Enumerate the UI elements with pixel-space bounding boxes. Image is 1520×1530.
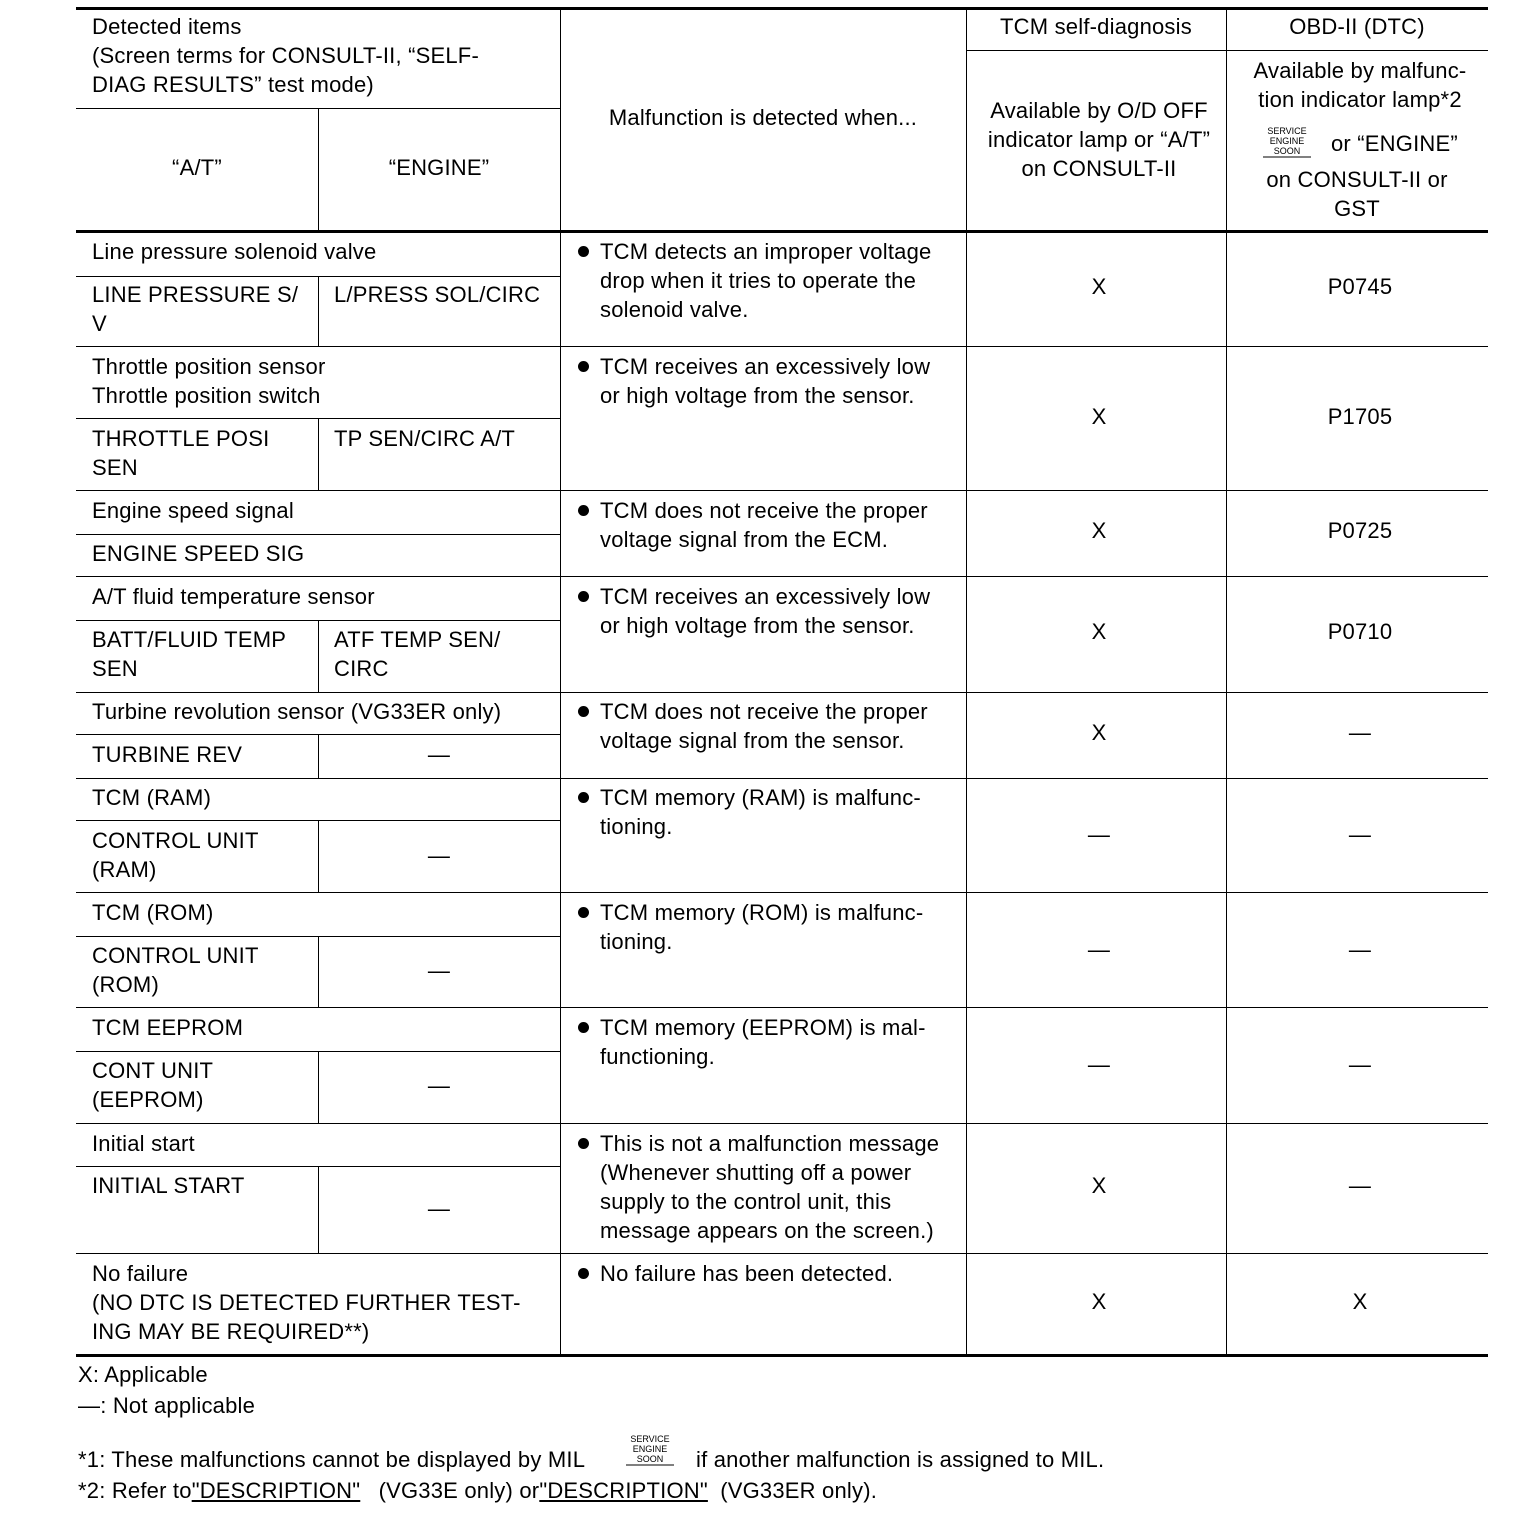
tcm-value: X	[1091, 274, 1107, 299]
lamp-text: ENGINE	[632, 1444, 668, 1454]
item-name: TCM (ROM)	[92, 900, 214, 925]
lamp-text: SERVICE	[630, 1434, 670, 1444]
tcm-value: X	[1091, 619, 1107, 644]
item-name: A/T fluid temperature sensor	[92, 584, 375, 609]
header-at: “A/T”	[172, 155, 222, 180]
item-name: Initial start	[92, 1131, 195, 1156]
item-name: ING MAY BE REQUIRED**)	[92, 1319, 370, 1344]
header-tcm-sub: Available by O/D OFF	[990, 98, 1208, 123]
lamp-text: SERVICE	[1267, 126, 1307, 136]
header-bottom-border	[76, 230, 1488, 233]
item-name: (NO DTC IS DETECTED FURTHER TEST-	[92, 1290, 521, 1315]
tcm-value: X	[1091, 404, 1107, 429]
obd-value: P0745	[1327, 274, 1393, 299]
obd-value: —	[1348, 1173, 1372, 1198]
note-1-text: *1: These malfunctions cannot be displayed by MIL	[78, 1447, 586, 1472]
header-tcm-sub: on CONSULT-II	[1021, 156, 1177, 181]
malfunction-text: (Whenever shutting off a power	[600, 1160, 912, 1185]
malfunction-text: TCM receives an excessively low	[600, 354, 931, 379]
description-link[interactable]: "DESCRIPTION"	[539, 1478, 708, 1503]
legend-not-applicable: —: Not applicable	[78, 1393, 256, 1418]
item-name: Line pressure solenoid valve	[92, 239, 377, 264]
table-top-border	[76, 7, 1488, 10]
malfunction-text: drop when it tries to operate the	[600, 268, 917, 293]
engine-term: L/PRESS SOL/CIRC	[334, 282, 541, 307]
obd-value: —	[1348, 937, 1372, 962]
tcm-value: X	[1091, 1289, 1107, 1314]
engine-term: ATF TEMP SEN/	[334, 627, 501, 652]
bullet-icon	[578, 1022, 589, 1033]
note-2-text: (VG33E only) or	[378, 1478, 540, 1503]
header-obd-sub: tion indicator lamp*2	[1258, 87, 1462, 112]
item-name: TCM (RAM)	[92, 785, 212, 810]
header-detected-items-sub: DIAG RESULTS” test mode)	[92, 72, 374, 97]
tcm-value: —	[1087, 937, 1111, 962]
row-divider	[76, 892, 1488, 893]
malfunction-text: This is not a malfunction message	[600, 1131, 940, 1156]
bullet-icon	[578, 505, 589, 516]
at-term: (ROM)	[92, 972, 159, 997]
tcm-value: X	[1091, 1173, 1107, 1198]
at-term: ENGINE SPEED SIG	[92, 541, 305, 566]
legend-applicable: X: Applicable	[78, 1362, 208, 1387]
at-term: SEN	[92, 656, 138, 681]
malfunction-text: TCM does not receive the proper	[600, 699, 928, 724]
bullet-icon	[578, 591, 589, 602]
header-detected-items: Detected items	[92, 14, 242, 39]
at-term: TURBINE REV	[92, 742, 243, 767]
tcm-value: X	[1091, 518, 1107, 543]
malfunction-text: functioning.	[600, 1044, 715, 1069]
engine-term: CIRC	[334, 656, 389, 681]
table-bottom-border	[76, 1354, 1488, 1357]
at-term: (RAM)	[92, 857, 157, 882]
header-tcm-sub: indicator lamp or “A/T”	[987, 127, 1211, 152]
engine-term: —	[427, 742, 451, 767]
engine-term: —	[427, 843, 451, 868]
header-detected-items-sub: (Screen terms for CONSULT-II, “SELF-	[92, 43, 479, 68]
engine-term: TP SEN/CIRC A/T	[334, 426, 516, 451]
engine-term: —	[427, 958, 451, 983]
bullet-icon	[578, 706, 589, 717]
malfunction-text: or high voltage from the sensor.	[600, 383, 915, 408]
row-divider	[76, 1123, 1488, 1124]
malfunction-text: TCM memory (ROM) is malfunc-	[600, 900, 924, 925]
lamp-text: SOON	[636, 1454, 664, 1464]
at-term: BATT/FLUID TEMP	[92, 627, 287, 652]
at-term: CONT UNIT	[92, 1058, 214, 1083]
malfunction-text: TCM receives an excessively low	[600, 584, 931, 609]
header-obd-sub: Available by malfunc-	[1253, 58, 1467, 83]
row-divider	[76, 346, 1488, 347]
obd-value: —	[1348, 1052, 1372, 1077]
engine-term: —	[427, 1196, 451, 1221]
malfunction-text: TCM memory (EEPROM) is mal-	[600, 1015, 926, 1040]
lamp-text: SOON	[1273, 146, 1301, 156]
malfunction-text: TCM does not receive the proper	[600, 498, 928, 523]
at-term: THROTTLE POSI	[92, 426, 270, 451]
malfunction-text: TCM detects an improper voltage	[600, 239, 932, 264]
at-term: CONTROL UNIT	[92, 943, 259, 968]
service-engine-soon-icon	[1260, 124, 1314, 160]
note-2-text: *2: Refer to	[78, 1478, 192, 1503]
bullet-icon	[578, 907, 589, 918]
tcm-value: —	[1087, 822, 1111, 847]
item-name: TCM EEPROM	[92, 1015, 244, 1040]
lamp-text: ENGINE	[1269, 136, 1305, 146]
note-2-text: (VG33ER only).	[720, 1478, 878, 1503]
row-divider	[76, 1253, 1488, 1254]
item-name: Throttle position switch	[92, 383, 321, 408]
header-obd: OBD-II (DTC)	[1289, 14, 1425, 39]
malfunction-text: TCM memory (RAM) is malfunc-	[600, 785, 921, 810]
obd-value: P0710	[1327, 619, 1393, 644]
row-divider	[76, 1007, 1488, 1008]
header-obd-sub: GST	[1334, 196, 1380, 221]
header-engine: “ENGINE”	[388, 155, 490, 180]
item-name: Turbine revolution sensor (VG33ER only)	[92, 699, 502, 724]
malfunction-text: supply to the control unit, this	[600, 1189, 892, 1214]
malfunction-text: message appears on the screen.)	[600, 1218, 934, 1243]
malfunction-text: tioning.	[600, 929, 673, 954]
item-name: Throttle position sensor	[92, 354, 326, 379]
row-divider	[76, 692, 1488, 693]
description-link[interactable]: "DESCRIPTION"	[191, 1478, 361, 1503]
bullet-icon	[578, 246, 589, 257]
header-obd-sub: on CONSULT-II or	[1266, 167, 1448, 192]
malfunction-text: tioning.	[600, 814, 673, 839]
tcm-value: —	[1087, 1052, 1111, 1077]
engine-term: —	[427, 1073, 451, 1098]
item-name: Engine speed signal	[92, 498, 294, 523]
malfunction-text: or high voltage from the sensor.	[600, 613, 915, 638]
at-term: V	[92, 311, 107, 336]
at-term: (EEPROM)	[92, 1087, 204, 1112]
rule	[318, 620, 319, 692]
malfunction-text: voltage signal from the ECM.	[600, 527, 889, 552]
rule	[318, 276, 319, 346]
header-obd-sub: or “ENGINE”	[1331, 131, 1458, 156]
malfunction-text: voltage signal from the sensor.	[600, 728, 905, 753]
at-term: CONTROL UNIT	[92, 828, 259, 853]
at-term: INITIAL START	[92, 1173, 245, 1198]
tcm-value: X	[1091, 720, 1107, 745]
obd-value: X	[1352, 1289, 1368, 1314]
rule	[318, 418, 319, 490]
obd-value: P1705	[1327, 404, 1393, 429]
column-divider	[966, 8, 967, 1356]
bullet-icon	[578, 1268, 589, 1279]
at-term: LINE PRESSURE S/	[92, 282, 299, 307]
obd-value: —	[1348, 822, 1372, 847]
note-1-text: if another malfunction is assigned to MIL.	[696, 1447, 1105, 1472]
obd-value: —	[1348, 720, 1372, 745]
header-malfunction: Malfunction is detected when...	[608, 105, 918, 130]
service-engine-soon-icon	[622, 1432, 678, 1468]
row-divider	[76, 778, 1488, 779]
row-divider	[76, 576, 1488, 577]
rule	[966, 50, 1488, 51]
malfunction-text: No failure has been detected.	[600, 1261, 894, 1286]
bullet-icon	[578, 792, 589, 803]
header-tcm: TCM self-diagnosis	[1000, 14, 1192, 39]
row-divider	[76, 490, 1488, 491]
column-divider	[560, 8, 561, 1356]
bullet-icon	[578, 361, 589, 372]
note-2	[78, 1476, 877, 1505]
rule	[76, 534, 560, 535]
note-1	[78, 1445, 585, 1474]
malfunction-text: solenoid valve.	[600, 297, 749, 322]
obd-value: P0725	[1327, 518, 1393, 543]
bullet-icon	[578, 1138, 589, 1149]
at-term: SEN	[92, 455, 138, 480]
item-name: No failure	[92, 1261, 189, 1286]
